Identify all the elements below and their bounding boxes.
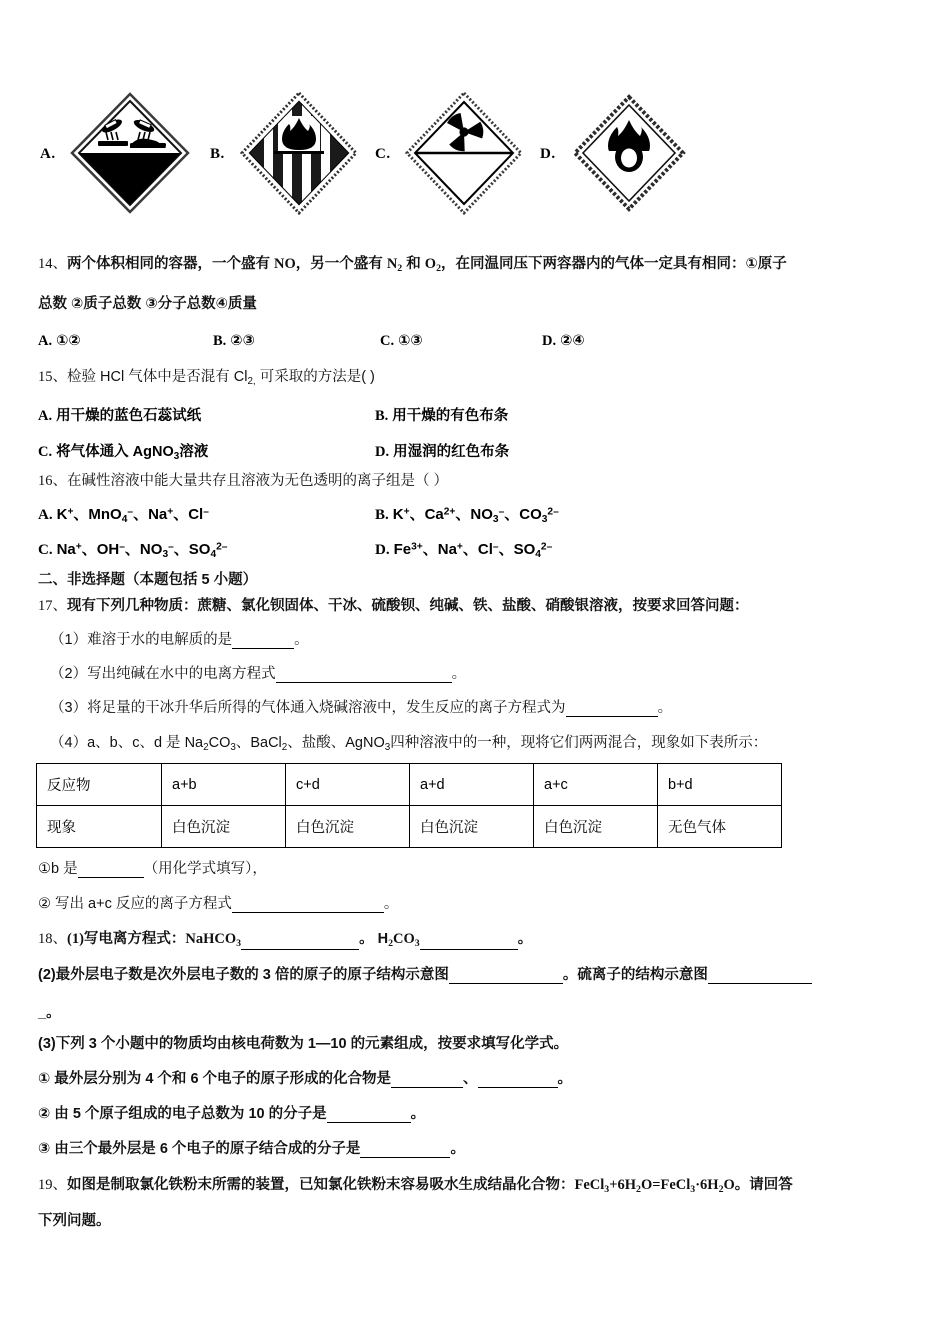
q17-part2-blank[interactable] <box>276 669 452 684</box>
q18-number: 18、 <box>38 931 67 947</box>
table-row-label-phenomena: 现象 <box>37 806 162 848</box>
q17-part4-d: 、盐酸、AgNO <box>287 735 385 751</box>
q18-item2 <box>38 1106 425 1123</box>
q18-part2-blank-2[interactable] <box>708 970 812 985</box>
reaction-phenomena-table <box>36 763 782 848</box>
q15-option-c-text: 将气体通入 AgNO$_3$溶液 <box>56 444 209 462</box>
q16-option-c-mark: C. <box>38 542 53 558</box>
q18-part2-blank-1[interactable] <box>449 970 563 985</box>
q17-sub1-end: （用化学式填写）， <box>143 861 267 877</box>
q17-number: 17、 <box>38 598 67 614</box>
flammable-solid-hazard-icon <box>238 88 360 223</box>
q17-stem-text: 现有下列几种物质：蔗糖、氯化钡固体、干冰、硫酸钡、纯碱、铁、盐酸、硝酸银溶液，按要求回答问题： <box>67 598 749 614</box>
q18-item3-a: ③ 由三个最外层是 6 个电子的原子结合成的分子是 <box>38 1141 361 1157</box>
q19-stem-b: 。请回答 <box>734 1177 793 1193</box>
q18-part2-a: (2)最外层电子数是次外层电子数的 3 倍的原子的原子结构示意图 <box>38 967 449 983</box>
q14-option-c-mark: C. <box>380 333 395 349</box>
q19-number: 19、 <box>38 1177 67 1193</box>
q18-item3 <box>38 1141 465 1158</box>
q14-and: 和 <box>402 256 425 272</box>
q16-option-a[interactable] <box>38 503 209 525</box>
q14-option-c[interactable] <box>380 333 423 350</box>
hazard-symbol-row <box>40 88 740 223</box>
q17-sub2-blank[interactable] <box>232 899 384 914</box>
q16-stem-text: 在碱性溶液中能大量共存且溶液为无色透明的离子组是（ ） <box>67 473 449 489</box>
q18-item2-end: 。 <box>410 1106 426 1122</box>
q17-part3 <box>50 700 672 717</box>
q17-sub1-text: ①b 是 <box>38 861 78 877</box>
q14-option-a-text: ①② <box>56 333 81 349</box>
q16-option-a-mark: A. <box>38 507 53 523</box>
q14-option-d[interactable] <box>542 333 585 350</box>
q16-option-c[interactable] <box>38 538 227 560</box>
table-row <box>37 764 782 806</box>
q14-n2: $N_2$ <box>386 256 403 274</box>
q18-item1-blank-2[interactable] <box>478 1074 558 1089</box>
q18-part2 <box>38 967 812 984</box>
q17-part1-end: 。 <box>294 632 309 648</box>
hazard-option-c <box>375 88 540 223</box>
q15-option-c-mark: C. <box>38 444 53 460</box>
option-label-c: C. <box>375 146 391 162</box>
q14-option-b[interactable] <box>213 333 255 350</box>
q18-part2-tail: _。 <box>38 1005 61 1021</box>
q18-h2co3: $_2CO_3$ <box>388 931 420 949</box>
q17-part4 <box>50 735 767 754</box>
table-cell-phenomenon-2: 白色沉淀 <box>286 806 410 848</box>
hazard-option-d <box>540 88 705 223</box>
q16-number: 16、 <box>38 473 67 489</box>
section2-heading: 二、非选择题（本题包括 5 小题） <box>38 572 258 588</box>
table-cell-phenomenon-1: 白色沉淀 <box>162 806 286 848</box>
table-cell-reactant-2: c+d <box>286 764 410 806</box>
q19-formula: $FeCl_3+6H_2O=FeCl_3\cdot 6H_2O$ <box>574 1177 735 1195</box>
table-row-label-reactants: 反应物 <box>37 764 162 806</box>
corrosive-hazard-icon <box>68 88 193 223</box>
q18-part1-blank-2[interactable] <box>420 935 518 950</box>
q16-option-c-text: Na+、OH–、$NO_3^-$、$SO_4^{2-}$ <box>56 541 228 560</box>
table-cell-phenomenon-4: 白色沉淀 <box>534 806 658 848</box>
q17-part3-end: 。 <box>657 700 673 716</box>
q18-part2-mid: 。硫离子的结构示意图 <box>562 967 708 983</box>
q17-agno3-sub: 3 <box>384 741 391 753</box>
q14-stem-line2: 总数 ②质子总数 ③分子总数④质量 <box>38 296 257 312</box>
q17-part4-a: （4）a、b、c、d 是 Na <box>50 735 204 751</box>
q15-option-b-mark: B. <box>375 408 389 424</box>
q14-option-b-mark: B. <box>213 333 227 349</box>
q17-sub1 <box>38 861 267 878</box>
q17-part4-e: 四种溶液中的一种，现将它们两两混合，现象如下表所示： <box>390 735 768 751</box>
q18-part1 <box>38 931 532 950</box>
q15-option-a[interactable] <box>38 404 201 425</box>
q18-part1-end: 。 <box>517 931 533 947</box>
q15-option-a-text: 用干燥的蓝色石蕊试纸 <box>56 408 202 424</box>
q17-stem <box>38 598 749 615</box>
q15-number: 15、 <box>38 369 67 385</box>
q16-option-a-text: K+、MnO$_4$–、Na+、Cl– <box>56 506 209 525</box>
q17-part2-end: 。 <box>451 666 467 682</box>
q14-no: NO <box>274 256 296 272</box>
option-label-d: D. <box>540 146 556 162</box>
q15-cl2-sub: 2, <box>247 375 256 387</box>
q18-item1-blank-1[interactable] <box>391 1074 463 1089</box>
q17-sub2-end: 。 <box>383 896 399 912</box>
q17-part4-c: 、BaCl <box>235 735 282 751</box>
q15-option-c[interactable] <box>38 440 208 462</box>
q19-stem-line1 <box>38 1177 793 1196</box>
q14-stem-c: ，在同温同压下两容器内的气体一定具有相同：①原子 <box>440 256 787 272</box>
q15-stem <box>38 369 375 388</box>
q16-option-d-mark: D. <box>375 542 390 558</box>
q16-option-d[interactable] <box>375 538 552 560</box>
q14-option-d-text: ②④ <box>560 333 585 349</box>
q17-sub2-text: ② 写出 a+c 反应的离子方程式 <box>38 896 232 912</box>
q18-item1-a: ① 最外层分别为 4 个和 6 个电子的原子形成的化合物是 <box>38 1071 392 1087</box>
q18-item3-end: 。 <box>450 1141 465 1157</box>
q18-item1-end: 。 <box>557 1071 573 1087</box>
q15-stem-a: 检验 HCl 气体中是否混有 Cl <box>67 369 248 385</box>
q14-stem-a: 两个体积相同的容器，一个盛有 <box>67 256 275 272</box>
q18-item2-blank[interactable] <box>327 1109 411 1124</box>
q17-part3-blank[interactable] <box>566 703 658 718</box>
q19-stem-line2: 下列问题。 <box>38 1213 111 1229</box>
q15-option-d-mark: D. <box>375 444 390 460</box>
q18-item1 <box>38 1071 572 1088</box>
q17-sub1-blank[interactable] <box>78 864 144 879</box>
q17-part1 <box>50 632 309 649</box>
q17-na2-sub: 2 <box>203 741 209 753</box>
q18-part3: (3)下列 3 个小题中的物质均由核电荷数为 1—10 的元素组成，按要求填写化学式。 <box>38 1036 569 1052</box>
q18-item1-mid: 、 <box>463 1071 478 1087</box>
q15-option-b[interactable] <box>375 404 508 425</box>
q17-part1-blank[interactable] <box>232 635 294 650</box>
q16-option-b[interactable] <box>375 503 559 525</box>
q14-number: 14、 <box>38 256 67 272</box>
table-cell-reactant-5: b+d <box>658 764 782 806</box>
radioactive-hazard-icon <box>403 88 525 223</box>
q17-part2-text: （2）写出纯碱在水中的电离方程式 <box>50 666 276 682</box>
q15-option-d-text: 用湿润的红色布条 <box>393 444 510 460</box>
oxidizer-hazard-icon <box>568 88 690 223</box>
q14-option-c-text: ①③ <box>398 333 423 349</box>
q17-part1-text: （1）难溶于水的电解质的是 <box>50 632 233 648</box>
q14-option-d-mark: D. <box>542 333 557 349</box>
q17-co3-sub: 3 <box>230 741 236 753</box>
q16-stem <box>38 473 448 490</box>
q17-bacl2-sub: 2 <box>281 741 288 753</box>
q18-part1-mid: 。 H <box>359 931 389 947</box>
table-cell-phenomenon-3: 白色沉淀 <box>410 806 534 848</box>
q17-sub2 <box>38 896 398 913</box>
option-label-b: B. <box>210 146 225 162</box>
option-label-a: A. <box>40 146 56 162</box>
q15-option-d[interactable] <box>375 440 509 461</box>
q14-stem-b: ，另一个盛有 <box>295 256 387 272</box>
q18-part1-blank-1[interactable] <box>241 935 359 950</box>
table-cell-reactant-4: a+c <box>534 764 658 806</box>
q18-item2-a: ② 由 5 个原子组成的电子总数为 10 的分子是 <box>38 1106 327 1122</box>
q18-part1-a: (1)写电离方程式：NaHCO$_3$ <box>67 931 242 949</box>
q14-o2: $O_2$ <box>424 256 441 274</box>
q16-option-b-text: K+、$Ca^{2+}$、$NO_3^-$、$CO_3^{2-}$ <box>392 506 559 525</box>
q17-part2 <box>50 666 466 683</box>
table-cell-reactant-3: a+d <box>410 764 534 806</box>
table-row <box>37 806 782 848</box>
q14-option-b-text: ②③ <box>230 333 255 349</box>
q14-option-a[interactable] <box>38 333 81 350</box>
q18-item3-blank[interactable] <box>360 1144 450 1159</box>
table-cell-reactant-1: a+b <box>162 764 286 806</box>
q15-option-b-text: 用干燥的有色布条 <box>392 408 509 424</box>
hazard-option-b <box>210 88 375 223</box>
q17-part4-b: CO <box>208 735 231 751</box>
q19-stem-a: 如图是制取氯化铁粉末所需的装置，已知氯化铁粉末容易吸水生成结晶化合物： <box>67 1177 575 1193</box>
q14-option-a-mark: A. <box>38 333 53 349</box>
hazard-option-a <box>40 88 210 223</box>
table-cell-phenomenon-5: 无色气体 <box>658 806 782 848</box>
q16-option-d-text: $Fe^{3+}$、Na+、Cl–、$SO_4^{2-}$ <box>393 541 553 560</box>
q14-stem-line1 <box>38 256 787 275</box>
q15-option-a-mark: A. <box>38 408 53 424</box>
q17-part3-text: （3）将足量的干冰升华后所得的气体通入烧碱溶液中，发生反应的离子方程式为 <box>50 700 566 716</box>
q16-option-b-mark: B. <box>375 507 389 523</box>
q15-stem-b: 可采取的方法是( ) <box>255 369 375 385</box>
